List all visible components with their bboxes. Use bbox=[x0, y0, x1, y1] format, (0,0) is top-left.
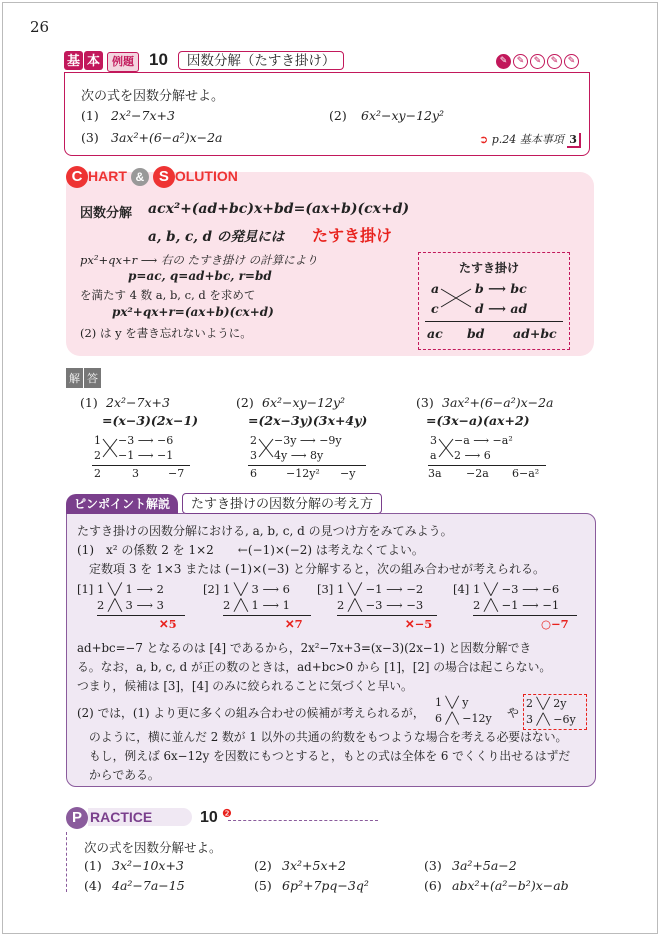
case-4 bbox=[453, 582, 589, 631]
case-3-label: [3] bbox=[317, 582, 334, 596]
pin-p1: たすき掛けの因数分解における, a, b, c, d の見つけ方をみてみよう。 bbox=[77, 524, 453, 538]
practice-level: ❷ bbox=[222, 807, 232, 820]
chart-c-icon: C bbox=[66, 166, 88, 188]
tasuki-a: a bbox=[431, 281, 440, 296]
answer-3-b3: 6−a² bbox=[512, 467, 540, 480]
case-3 bbox=[317, 582, 447, 631]
answer-3-label: (3) bbox=[416, 395, 434, 410]
q3: 3a²+5a−2 bbox=[452, 858, 517, 873]
tasuki-c: c bbox=[431, 301, 439, 316]
mini-1-row1: 1 ╲╱ y bbox=[435, 696, 469, 709]
chart-keyword: たすき掛け bbox=[312, 226, 393, 245]
pin-p5: る。なお，a, b, c, d が正の数のときは，ad+bc>0 から [1]，[2] の場合は起こらない。 bbox=[77, 660, 552, 674]
answer-1-b3: −7 bbox=[168, 467, 185, 480]
case-1-row1: 1 ╲╱ 1 ⟶ 2 bbox=[97, 582, 164, 596]
answer-tag bbox=[66, 368, 102, 388]
chart-formula: acx²+(ad+bc)x+bd=(ax+b)(cx+d) bbox=[148, 201, 410, 217]
answer-2-label: (2) bbox=[236, 395, 254, 410]
pin-p6: つまり，候補は [3]，[4] のみに絞られることに気づくと早い。 bbox=[77, 679, 413, 693]
pinpoint-box bbox=[66, 513, 596, 787]
practice-dash bbox=[228, 820, 378, 821]
q1: 3x²−10x+3 bbox=[112, 858, 184, 873]
q6: abx²+(a²−b²)x−ab bbox=[452, 878, 569, 893]
case-1-label: [1] bbox=[77, 582, 94, 596]
q3-label: (3) bbox=[424, 858, 442, 873]
case-2-row2: 2 ╱╲ 1 ⟶ 1 bbox=[223, 598, 290, 612]
practice-tag bbox=[66, 807, 232, 829]
page-number: 26 bbox=[30, 18, 50, 36]
q1-label: (1) bbox=[84, 858, 102, 873]
tasuki-box bbox=[418, 252, 570, 350]
example-box bbox=[64, 72, 590, 156]
tasuki-bd: bd bbox=[467, 326, 485, 341]
case-3-row1: 1 ╲╱ −1 ⟶ −2 bbox=[337, 582, 424, 596]
pin-p2: (1) x² の係数 2 を 1×2 ←(−1)×(−2) は考えなくてよい。 bbox=[77, 543, 424, 557]
problem-2-label: (2) bbox=[329, 108, 347, 123]
pin-p10: からである。 bbox=[89, 768, 160, 782]
difficulty-icon: ✎ bbox=[496, 54, 511, 69]
difficulty-icon: ✎ bbox=[530, 54, 545, 69]
case-4-result: ○−7 bbox=[541, 617, 569, 631]
q5: 6p²+7pq−3q² bbox=[282, 878, 369, 893]
case-3-row2: 2 ╱╲ −3 ⟶ −3 bbox=[337, 598, 424, 612]
chart-line5: を満たす 4 数 a, b, c, d を求めて bbox=[80, 288, 256, 302]
tasuki-title: たすき掛け bbox=[459, 261, 520, 275]
answer-1-b1: 2 bbox=[94, 467, 101, 480]
solution-word: OLUTION bbox=[174, 168, 238, 184]
answer-3-b1: 3a bbox=[428, 467, 442, 480]
tasuki-b-row: b ⟶ bc bbox=[475, 281, 527, 296]
case-2-result: ✕7 bbox=[285, 617, 303, 631]
answer-1-t1r: −3 ⟶ −6 bbox=[118, 434, 174, 447]
arrow-circle-icon: ➲ bbox=[479, 133, 489, 146]
case-2-row1: 1 ╲╱ 3 ⟶ 6 bbox=[223, 582, 290, 596]
practice-prompt: 次の式を因数分解せよ。 bbox=[84, 840, 222, 855]
pin-p7: (2) では，(1) より更に多くの組み合わせの候補が考えられるが， bbox=[77, 706, 425, 720]
chart-line3: px²+qx+r ⟶ 右の たすき掛け の計算により bbox=[80, 253, 318, 267]
chart-line6: px²+qx+r=(ax+b)(cx+d) bbox=[112, 305, 274, 319]
answer-3-result: =(3x−a)(ax+2) bbox=[426, 413, 530, 428]
mini-mid: や bbox=[507, 706, 520, 720]
answer-2-t1: 2 bbox=[250, 434, 257, 447]
answer-3 bbox=[416, 395, 586, 485]
answer-3-t2r: 2 ⟶ 6 bbox=[454, 449, 491, 462]
answer-1-result: =(x−3)(2x−1) bbox=[102, 413, 199, 428]
pinpoint-title: たすき掛けの因数分解の考え方 bbox=[182, 493, 382, 514]
example-header bbox=[64, 49, 588, 72]
answer-2-b3: −y bbox=[340, 467, 356, 480]
q4-label: (4) bbox=[84, 878, 102, 893]
answer-2-t1r: −3y ⟶ −9y bbox=[274, 434, 342, 447]
difficulty-icon: ✎ bbox=[513, 54, 528, 69]
pin-p8: のように，横に並んだ 2 数が 1 以外の共通の約数をもつような場合を考える必要はない。 bbox=[89, 730, 568, 744]
answer-2 bbox=[236, 395, 406, 485]
chart-line2: a, b, c, d の発見には bbox=[148, 229, 285, 245]
answer-2-expr: 6x²−xy−12y² bbox=[262, 395, 346, 410]
problem-1: 2x²−7x+3 bbox=[111, 108, 175, 123]
answer-tag-1: 解 bbox=[66, 368, 83, 388]
case-2-label: [2] bbox=[203, 582, 220, 596]
difficulty-icons bbox=[494, 51, 579, 69]
case-4-row2: 2 ╱╲ −1 ⟶ −1 bbox=[473, 598, 560, 612]
case-4-row1: 1 ╲╱ −3 ⟶ −6 bbox=[473, 582, 560, 596]
chart-solution-tag bbox=[66, 166, 270, 192]
problem-3-label: (3) bbox=[81, 130, 99, 145]
answer-2-b2: −12y² bbox=[286, 467, 320, 480]
example-prompt: 次の式を因数分解せよ。 bbox=[81, 89, 225, 104]
answer-2-t2r: 4y ⟶ 8y bbox=[274, 449, 324, 462]
q5-label: (5) bbox=[254, 878, 272, 893]
answer-tag-2: 答 bbox=[84, 368, 101, 388]
problem-2: 6x²−xy−12y² bbox=[361, 108, 445, 123]
q2: 3x²+5x+2 bbox=[282, 858, 346, 873]
example-number: 10 bbox=[149, 50, 168, 69]
tasuki-sum: ad+bc bbox=[513, 326, 557, 341]
problem-1-label: (1) bbox=[81, 108, 99, 123]
difficulty-icon: ✎ bbox=[547, 54, 562, 69]
answer-3-t1r: −a ⟶ −a² bbox=[454, 434, 513, 447]
cross-icon bbox=[102, 437, 118, 461]
solution-s-icon: S bbox=[153, 166, 175, 188]
chart-line7: (2) は y を書き忘れないように。 bbox=[80, 326, 252, 340]
answer-1-b2: 3 bbox=[132, 467, 139, 480]
answer-3-t1: 3 bbox=[430, 434, 437, 447]
mini-1-row2: 6 ╱╲ −12y bbox=[435, 712, 492, 725]
problem-3: 3ax²+(6−a²)x−2a bbox=[111, 130, 223, 145]
case-4-label: [4] bbox=[453, 582, 470, 596]
answer-2-t2: 3 bbox=[250, 449, 257, 462]
q4: 4a²−7a−15 bbox=[112, 878, 185, 893]
difficulty-icon: ✎ bbox=[564, 54, 579, 69]
chart-word: HART bbox=[88, 168, 127, 184]
pinpoint-header bbox=[66, 493, 382, 512]
answer-2-b1: 6 bbox=[250, 467, 257, 480]
case-2 bbox=[203, 582, 323, 631]
reference[interactable] bbox=[479, 131, 581, 147]
reference-number: 3 bbox=[567, 133, 581, 148]
practice-p-icon: P bbox=[66, 807, 88, 829]
mini-2-row2: 3 ╱╲ −6y bbox=[526, 713, 576, 726]
q6-label: (6) bbox=[424, 878, 442, 893]
pin-p9: もし，例えば 6x−12y を因数にもつとすると，もとの式は全体を 6 でくくり出せるはずだ bbox=[89, 749, 571, 763]
answer-1-expr: 2x²−7x+3 bbox=[106, 395, 170, 410]
mini-tasuki-2 bbox=[523, 694, 587, 730]
answer-1-t2: 2 bbox=[94, 449, 101, 462]
answer-3-t2: a bbox=[430, 449, 437, 462]
pinpoint-tag: ピンポイント解説 bbox=[66, 494, 178, 514]
answer-1-t1: 1 bbox=[94, 434, 101, 447]
kihon-tag-1: 基 bbox=[64, 51, 83, 70]
tasuki-ac: ac bbox=[427, 326, 443, 341]
cross-icon bbox=[438, 437, 454, 461]
cross-icon bbox=[258, 437, 274, 461]
case-1-result: ✕5 bbox=[159, 617, 177, 631]
practice-sideline bbox=[66, 832, 69, 892]
tasuki-d-row: d ⟶ ad bbox=[475, 301, 528, 316]
answer-1-label: (1) bbox=[80, 395, 98, 410]
practice-number: 10 bbox=[200, 809, 218, 826]
ampersand-icon: & bbox=[131, 168, 149, 186]
pin-p4: ad+bc=−7 となるのは [4] であるから，2x²−7x+3=(x−3)(2x−1) と因数分解でき bbox=[77, 641, 532, 655]
case-3-result: ✕−5 bbox=[405, 617, 433, 631]
tasuki-cross-icon bbox=[439, 283, 473, 313]
answer-1 bbox=[80, 395, 230, 485]
mini-2-row1: 2 ╲╱ 2y bbox=[526, 697, 567, 710]
example-title: 因数分解（たすき掛け） bbox=[178, 51, 345, 70]
answer-3-b2: −2a bbox=[466, 467, 489, 480]
case-1 bbox=[77, 582, 197, 631]
pin-p3: 定数項 3 を 1×3 または (−1)×(−3) と分解すると，次の組み合わせが考えられる。 bbox=[89, 562, 546, 576]
practice-word: RACTICE bbox=[88, 808, 192, 826]
answer-1-t2r: −1 ⟶ −1 bbox=[118, 449, 174, 462]
answer-3-expr: 3ax²+(6−a²)x−2a bbox=[442, 395, 554, 410]
chart-line1-label: 因数分解 bbox=[80, 206, 133, 221]
mini-tasuki-1 bbox=[431, 694, 507, 728]
q2-label: (2) bbox=[254, 858, 272, 873]
reference-text: p.24 基本事項 bbox=[491, 133, 564, 146]
answer-2-result: =(2x−3y)(3x+4y) bbox=[248, 413, 368, 428]
chart-line4: p=ac, q=ad+bc, r=bd bbox=[128, 269, 272, 283]
rei-tag: 例題 bbox=[107, 52, 139, 72]
case-1-row2: 2 ╱╲ 3 ⟶ 3 bbox=[97, 598, 164, 612]
kihon-tag-2: 本 bbox=[84, 51, 103, 70]
